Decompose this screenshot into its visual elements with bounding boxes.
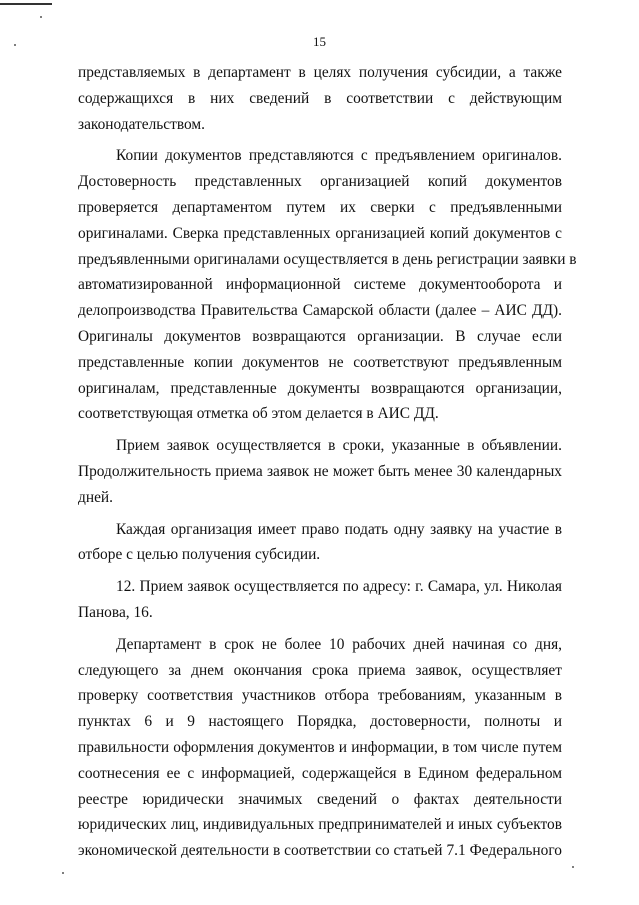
text-line: проверяется департаментом путем их сверки с предъявленными (78, 198, 562, 216)
text-line: оригиналам, представленные документы возвращаются организации, (78, 379, 562, 397)
text-line: Каждая организация имеет право подать одну заявку на участие в (116, 520, 562, 538)
text-line: экономической деятельности в соответствии со статьей 7.1 Федерального (78, 842, 562, 860)
text-line: проверку соответствия участников отбора требованиям, указанным в (78, 687, 562, 705)
text-line: оригиналами. Сверка представленных организацией копий документов с (78, 224, 562, 242)
text-line: представляемых в департамент в целях получения субсидии, а также (78, 64, 562, 81)
scan-speck (40, 16, 42, 18)
text-line: Панова, 16. (78, 603, 153, 621)
text-line: делопроизводства Правительства Самарской области (далее – АИС ДД). (78, 302, 562, 320)
text-line: правильности оформления документов и информации, в том числе путем (78, 738, 562, 756)
text-line: представленные копии документов не соответствуют предъявленным (78, 353, 562, 371)
text-line: 12. Прием заявок осуществляется по адресу: г. Самара, ул. Николая (116, 578, 562, 596)
text-line: следующего за днем окончания срока приема заявок, осуществляет (78, 661, 562, 679)
text-line: автоматизированной информационной системе документооборота и (78, 276, 562, 294)
scan-speck (62, 872, 64, 874)
text-line: Оригиналы документов возвращаются организации. В случае если (78, 327, 562, 345)
text-line: Департамент в срок не более 10 рабочих дней начиная со дня, (116, 635, 562, 653)
text-line: реестре юридически значимых сведений о фактах деятельности (78, 790, 562, 808)
text-line: Достоверность представленных организацией копий документов (78, 173, 562, 191)
text-line: Копии документов представляются с предъявлением оригиналов. (116, 147, 562, 165)
text-line: соответствующая отметка об этом делается в АИС ДД. (78, 405, 439, 423)
scan-speck (572, 866, 574, 868)
text-line: предъявленными оригиналами осуществляется в день регистрации заявки в (78, 250, 577, 268)
text-line: содержащихся в них сведений в соответствии с действующим (78, 89, 562, 107)
text-line: дней. (78, 488, 113, 506)
scan-edge-line (0, 3, 52, 5)
text-line: отборе с целью получения субсидии. (78, 546, 321, 564)
text-line: Прием заявок осуществляется в сроки, указанные в объявлении. (116, 437, 562, 455)
text-line: соотнесения ее с информацией, содержащейся в Едином федеральном (78, 764, 562, 782)
text-line: юридических лиц, индивидуальных предпринимателей и иных субъектов (78, 816, 562, 834)
text-line: законодательством. (78, 115, 206, 133)
body-text (78, 60, 577, 864)
text-line: пунктах 6 и 9 настоящего Порядка, достоверности, полноты и (78, 713, 562, 731)
text-line: Продолжительность приема заявок не может быть менее 30 календарных (78, 462, 562, 480)
page-number: 15 (313, 34, 326, 49)
